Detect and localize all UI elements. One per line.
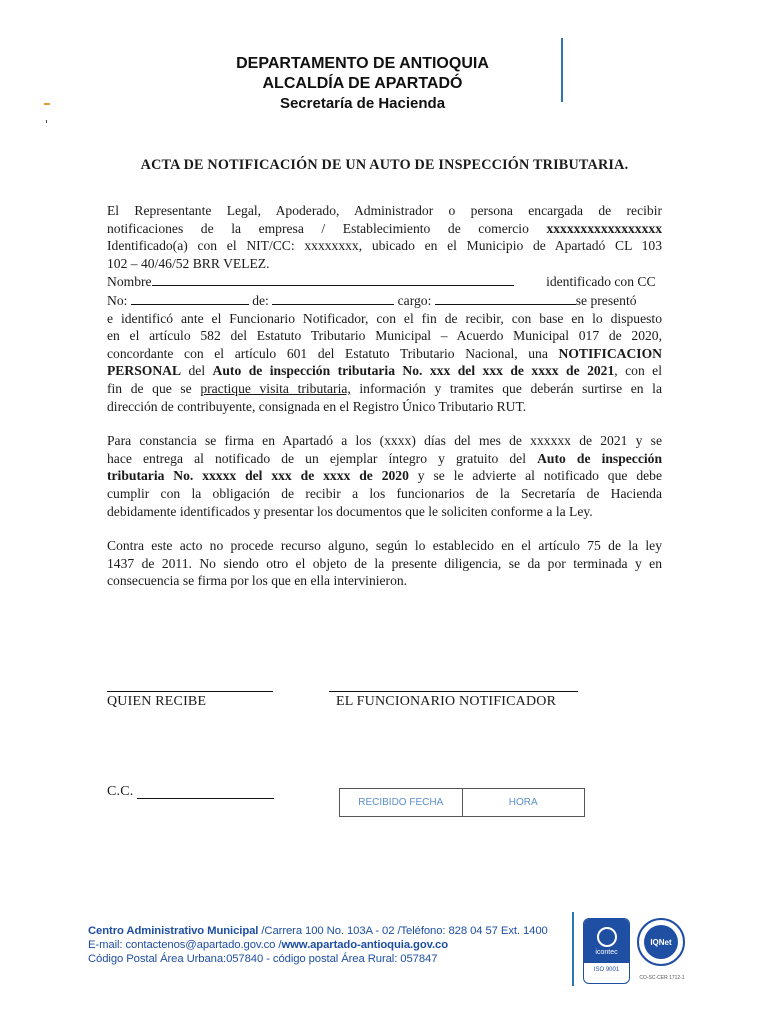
cc-signature-label: C.C. [107, 784, 134, 799]
p2-line: Para constancia se firma en Apartadó a los (xxxx) días del mes de xxxxxx de 2021 y se [107, 433, 662, 449]
document-body [107, 202, 662, 607]
footer-postal-line: Código Postal Área Urbana:057840 - código postal Área Rural: 057847 [88, 953, 438, 965]
p1-line: El Representante Legal, Apoderado, Administrador o persona encargada de recibir [107, 203, 662, 218]
p1-line [107, 345, 662, 363]
footer-email[interactable]: E-mail: contactenos@apartado.gov.co / [88, 939, 282, 951]
p2-line: debidamente identificados y presentar los documentos que le soliciten conforme a la Ley. [107, 503, 593, 519]
footer-website-link[interactable]: www.apartado-antioquia.gov.co [281, 939, 449, 951]
p3-line: consecuencia se firma por los que en ella intervinieron. [107, 573, 408, 589]
cc-origin-blank[interactable] [272, 291, 394, 305]
icontec-iso-label: ISO 9001 [593, 967, 620, 973]
auto-reference-bold: Auto de inspección [537, 450, 663, 466]
p2-line [107, 467, 662, 485]
name-field-blank[interactable] [152, 272, 514, 286]
header-municipality: ALCALDÍA DE APARTADÓ [262, 75, 463, 92]
footer-contact-line [88, 938, 548, 952]
icontec-emblem [584, 919, 629, 963]
margin-dot [46, 120, 47, 123]
received-date-cell[interactable]: RECIBIDO FECHA [358, 797, 444, 808]
officer-signature-line[interactable] [329, 691, 578, 692]
p1-text: se presentó [575, 292, 637, 308]
officer-label: EL FUNCIONARIO NOTIFICADOR [336, 694, 557, 709]
company-name-placeholder: xxxxxxxxxxxxxxxxx [546, 220, 662, 236]
paragraph-notification [107, 202, 662, 415]
cc-number-blank[interactable] [131, 291, 249, 305]
icontec-logo [583, 918, 630, 984]
p1-text: del [188, 363, 206, 379]
margin-marker [44, 103, 50, 105]
page-footer [88, 924, 548, 966]
p1-line: dirección de contribuyente, consignada en el Registro Único Tributario RUT. [107, 398, 527, 414]
p2-line: cumplir con la obligación de recibir a los funcionarios de la Secretaría de Hacienda [107, 485, 662, 501]
icontec-circle-icon [597, 927, 617, 947]
p3-line: Contra este acto no procede recurso alguno, según lo establecido en el artículo 75 de la ley [107, 538, 662, 554]
footer-center-name: Centro Administrativo Municipal [88, 925, 259, 937]
footer-address-line [88, 924, 548, 938]
footer-vertical-rule [572, 912, 574, 986]
received-time-cell[interactable]: HORA [462, 789, 585, 816]
visit-underlined: practique visita tributaria, [200, 380, 351, 396]
p1-line [107, 380, 662, 398]
auto-reference-bold: Auto de inspección tributaria No. xxx del xxx de xxxx de 2021 [212, 363, 615, 379]
cc-signature-line[interactable] [137, 798, 274, 799]
document-title: ACTA DE NOTIFICACIÓN DE UN AUTO DE INSPECCIÓN TRIBUTARIA. [140, 157, 629, 173]
auto-reference-bold: tributaria No. xxxxx del xxx de xxxx de 2020 [107, 468, 409, 484]
header-department: DEPARTAMENTO DE ANTIOQUIA [236, 55, 489, 72]
cargo-blank[interactable] [435, 291, 576, 305]
p1-text: información y tramites que deberán surtirse en la [359, 380, 662, 396]
recipient-signature-line[interactable] [107, 691, 273, 692]
p2-text: hace entrega al notificado de un ejemplar íntegro y gratuito del [107, 450, 526, 466]
p3-line: 1437 de 2011. No siendo otro el objeto de la presente diligencia, se da por terminada y en [107, 555, 662, 571]
p1-text: notificaciones de la empresa / Establecimiento de comercio [107, 220, 529, 236]
cc-label: identificado con CC [546, 274, 656, 290]
p1-line: e identificó ante el Funcionario Notificador, con el fin de recibir, con base en lo dispuesto [107, 310, 662, 326]
p1-line: en el artículo 582 del Estatuto Tributario Municipal – Acuerdo Municipal 017 de 2020, [107, 328, 662, 344]
de-label: de: [252, 292, 269, 308]
p1-line [107, 220, 662, 238]
p1-text: , con el [614, 363, 662, 379]
recipient-label: QUIEN RECIBE [107, 694, 207, 709]
document-header [160, 54, 565, 114]
iqnet-logo [637, 918, 685, 966]
notification-type-bold: PERSONAL [107, 363, 182, 379]
header-secretariat: Secretaría de Hacienda [279, 95, 446, 112]
icontec-name: icontec [595, 948, 618, 956]
p1-line-name [107, 272, 662, 291]
p1-line [107, 362, 662, 380]
p1-line: 102 – 40/46/52 BRR VELEZ. [107, 255, 270, 271]
footer-address: /Carrera 100 No. 103A - 02 /Teléfono: 828 04 57 Ext. 1400 [258, 925, 548, 937]
received-stamp-box [339, 788, 585, 817]
certification-code: CO-SC-CER 1712-1 [639, 975, 685, 981]
p1-line: Identificado(a) con el NIT/CC: xxxxxxxx, ubicado en el Municipio de Apartadó CL 103 [107, 238, 662, 254]
name-label: Nombre [107, 274, 152, 290]
cargo-label: cargo: [397, 292, 432, 308]
no-label: No: [107, 292, 128, 308]
paragraph-closing [107, 537, 662, 590]
p1-text: fin de que se [107, 380, 192, 396]
p1-text: concordante con el artículo 601 del Estatuto Tributario Nacional, una [107, 345, 548, 361]
p2-line [107, 450, 662, 468]
p2-text: y se le advierte al notificado que debe [417, 468, 662, 484]
iqnet-name: IQNet [644, 925, 678, 959]
paragraph-constancy [107, 432, 662, 520]
p1-line-fields [107, 291, 662, 310]
notification-type-bold: NOTIFICACION [558, 345, 662, 361]
